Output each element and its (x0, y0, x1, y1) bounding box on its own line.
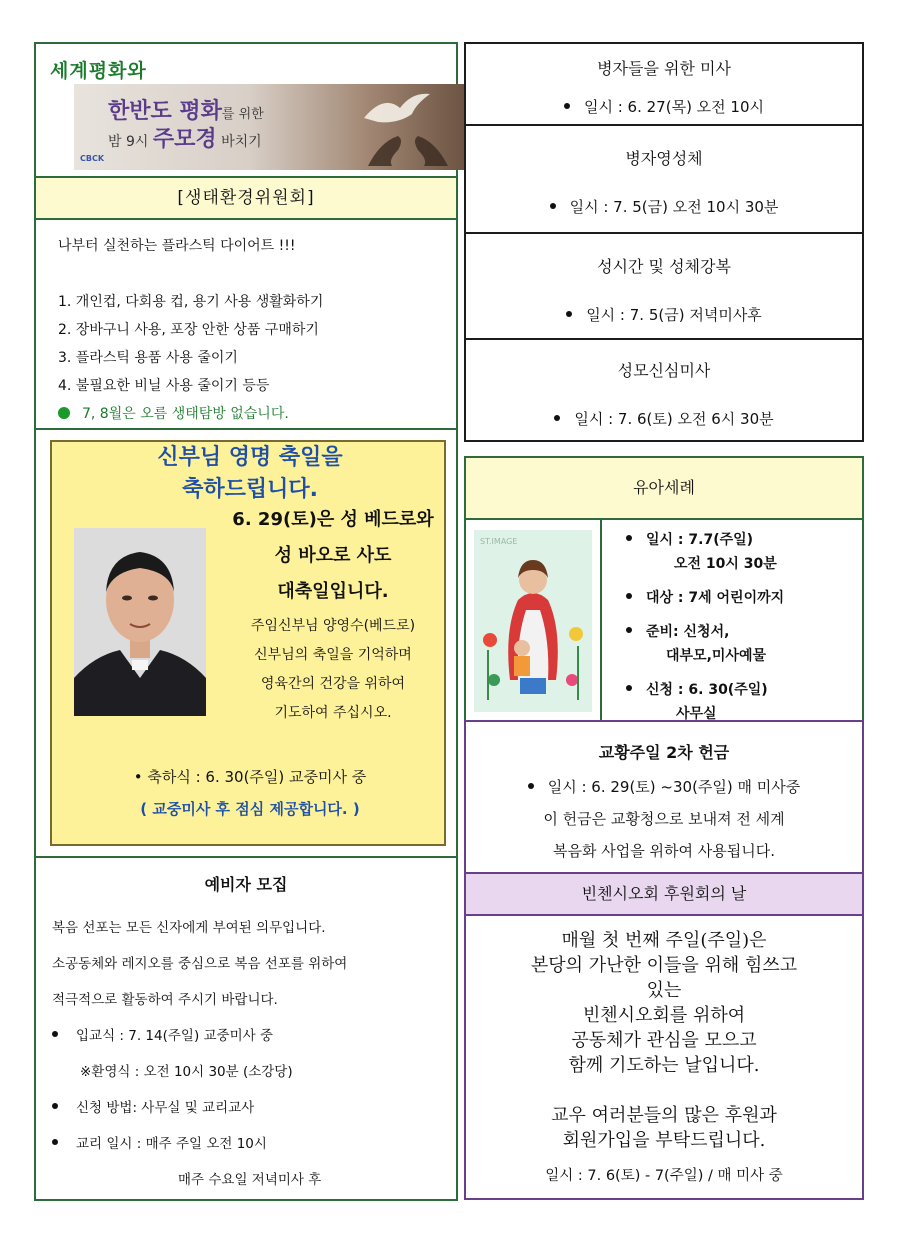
bullet-icon (528, 783, 534, 789)
green-bullet-icon (58, 407, 70, 419)
banner-small-text: 를 위한 (221, 107, 264, 122)
vincent-line: 공동체가 관심을 모으고 (571, 1030, 757, 1051)
catechumen-apply: 신청 방법: 사무실 및 교리교사 (52, 1090, 452, 1126)
feast-title (52, 442, 448, 506)
jesus-children-icon (474, 530, 592, 712)
banner-suffix: 바치기 (221, 134, 262, 150)
baptism-target-row: 대상 : 7세 어린이까지 (626, 586, 862, 610)
bullet-icon (626, 593, 632, 599)
baptism-image (474, 530, 592, 712)
banner-prefix: 밤 9시 (108, 134, 149, 150)
vincent-spacer (466, 1078, 862, 1103)
vincent-line: 교우 여러분들의 많은 후원과 (551, 1105, 777, 1126)
catechumen-welcome: ※환영식 : 오전 10시 30분 (소강당) (80, 1064, 293, 1080)
pope-date: 일시 : 6. 29(토) ~30(주일) 매 미사중 (466, 776, 862, 797)
vincent-line: 빈첸시오회를 위하여 (582, 1005, 746, 1026)
bullet-icon (550, 203, 556, 209)
bullet-icon (52, 1031, 58, 1037)
bullet-icon (564, 103, 570, 109)
eco-item: 3. 플라스틱 용품 사용 줄이기 (58, 350, 238, 366)
bullet-icon (566, 311, 572, 317)
sick-communion-date: 일시 : 7. 5(금) 오전 10시 30분 (466, 196, 862, 217)
baptism-prep-row: 준비: 신청서, 대부모,미사예물 (626, 620, 862, 668)
image-caption: ST.IMAGE (480, 537, 518, 546)
eco-item: 2. 장바구니 사용, 포장 안한 상품 구매하기 (58, 322, 319, 338)
feast-desc-line: 주임신부님 양영수(베드로) (250, 618, 416, 634)
feast-main-line: 성 바오로 사도 (274, 545, 392, 566)
catechumen-title: 예비자 모집 (204, 875, 288, 894)
holy-hour-title: 성시간 및 성체강복 (597, 257, 731, 276)
eco-spacer (58, 260, 454, 288)
holy-hour-date: 일시 : 7. 5(금) 저녁미사후 (466, 304, 862, 325)
banner-line1 (108, 94, 264, 125)
peace-section (36, 44, 456, 176)
feast-main-line: 대축일입니다. (277, 581, 389, 602)
vincent-line: 매월 첫 번째 주일(주일)은 (561, 930, 767, 951)
priest-portrait-icon (74, 528, 206, 716)
vincent-date: 일시 : 7. 6(토) - 7(주일) / 매 미사 중 (545, 1168, 783, 1184)
feast-main (218, 502, 448, 610)
baptism-info (626, 528, 862, 736)
feast-desc-line: 영육간의 건강을 위하여 (260, 676, 406, 692)
eco-item: 1. 개인컵, 다회용 컵, 용기 사용 생활화하기 (58, 294, 324, 310)
catechumen-intro: 복음 선포는 모든 신자에게 부여된 의무입니다. (52, 920, 326, 936)
eco-header-text: [생태환경위원회] (177, 188, 315, 208)
sick-communion-section (464, 124, 864, 234)
baptism-divider (600, 520, 602, 720)
feast-desc-line: 신부님의 축일을 기억하며 (254, 647, 412, 663)
vincent-section (464, 872, 864, 1200)
bullet-icon (626, 535, 632, 541)
baptism-apply-row: 신청 : 6. 30(주일) 사무실 (626, 678, 862, 726)
marian-mass-date: 일시 : 7. 6(토) 오전 6시 30분 (466, 408, 862, 429)
eco-body (58, 232, 454, 428)
feast-text (218, 502, 448, 728)
feast-party: • 축하식 : 6. 30(주일) 교중미사 중 (133, 768, 367, 786)
feast-title-line2: 축하드립니다. (182, 477, 318, 502)
feast-desc (218, 612, 448, 728)
baptism-header (466, 458, 862, 520)
eco-item: 4. 불필요한 비닐 사용 줄이기 등등 (58, 378, 270, 394)
bullet-icon (554, 415, 560, 421)
eco-note (58, 400, 454, 428)
baptism-date-row: 일시 : 7.7(주일) 오전 10시 30분 (626, 528, 862, 576)
sick-mass-title: 병자들을 위한 미사 (597, 59, 731, 78)
pope-title: 교황주일 2차 헌금 (598, 743, 730, 762)
feast-lunch: ( 교중미사 후 점심 제공합니다. ) (140, 800, 360, 818)
baptism-header-text: 유아세례 (633, 478, 695, 497)
feast-title-line1: 신부님 영명 축일을 (157, 445, 343, 470)
sick-communion-title: 병자영성체 (625, 149, 703, 168)
feast-main-line: 6. 29(토)은 성 베드로와 (232, 509, 434, 530)
cbck-logo: CBCK (80, 154, 105, 163)
sick-mass-section (464, 42, 864, 126)
pope-desc: 복음화 사업을 위하여 사용됩니다. (553, 842, 775, 860)
vincent-header-text: 빈첸시오회 후원회의 날 (581, 884, 747, 903)
vincent-header (466, 874, 862, 916)
bullet-icon (626, 627, 632, 633)
bullet-icon (52, 1103, 58, 1109)
vincent-line: 본당의 가난한 이들을 위해 힘쓰고 (530, 955, 798, 976)
vincent-line: 있는 (646, 980, 682, 1001)
sick-mass-date: 일시 : 6. 27(목) 오전 10시 (466, 96, 862, 117)
catechumen-intro: 소공동체와 레지오를 중심으로 복음 선포를 위하여 (52, 956, 348, 972)
holy-hour-section (464, 232, 864, 340)
catechumen-section (36, 858, 456, 1200)
priest-photo (74, 528, 206, 716)
eco-intro: 나부터 실천하는 플라스틱 다이어트 !!! (58, 238, 296, 254)
feast-desc-line: 기도하여 주십시오. (274, 705, 392, 721)
hands-icon (358, 130, 458, 166)
eco-header (36, 176, 456, 220)
eco-note-text: 7, 8월은 오름 생태탐방 없습니다. (82, 406, 289, 422)
baptism-section (464, 456, 864, 722)
banner-big-text: 한반도 평화 (108, 99, 222, 124)
catechumen-entry: 입교식 : 7. 14(주일) 교중미사 중 (52, 1018, 452, 1054)
peace-title: 세계평화와 (50, 60, 147, 82)
banner-rosary: 주모경 (152, 127, 217, 152)
banner-line2 (108, 122, 262, 153)
vincent-line: 회원가입을 부탁드립니다. (562, 1130, 766, 1151)
vincent-body (466, 928, 862, 1153)
catechumen-intro: 적극적으로 활동하여 주시기 바랍니다. (52, 992, 278, 1008)
catechumen-body (52, 910, 452, 1198)
feast-card (50, 440, 446, 846)
peace-banner (74, 84, 464, 170)
catechumen-class2: 매주 수요일 저녁미사 후 (178, 1172, 322, 1188)
bullet-icon (52, 1139, 58, 1145)
bullet-icon (626, 685, 632, 691)
pope-collection-section (464, 720, 864, 874)
pope-desc: 이 헌금은 교황청으로 보내져 전 세계 (543, 810, 785, 828)
marian-mass-section (464, 338, 864, 442)
vincent-line: 함께 기도하는 날입니다. (568, 1055, 760, 1076)
marian-mass-title: 성모신심미사 (617, 361, 711, 380)
dove-icon (354, 90, 434, 130)
catechumen-class: 교리 일시 : 매주 주일 오전 10시 (52, 1126, 452, 1162)
